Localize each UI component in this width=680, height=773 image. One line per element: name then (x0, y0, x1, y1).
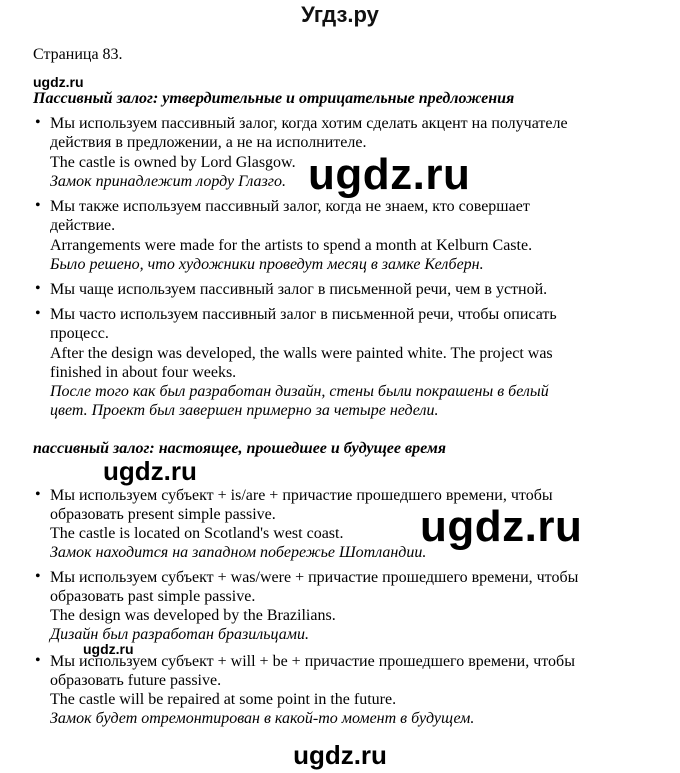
english-example: finished in about four weeks. (50, 364, 237, 381)
english-example: The design was developed by the Brazilians. (50, 607, 336, 624)
english-example: The castle is owned by Lord Glasgow. (50, 154, 296, 171)
list-item-text: Мы чаще используем пассивный залог в письменной речи, чем в устной. (50, 281, 548, 298)
translation: Было решено, что художники проведут месяц в замке Келберн. (50, 256, 484, 273)
list-item-text: действие. (50, 217, 116, 234)
watermark: ugdz.ru (293, 740, 387, 770)
translation: Замок находится на западном побережье Шотландии. (50, 544, 427, 561)
english-example: The castle will be repaired at some point in the future. (50, 691, 397, 708)
translation: цвет. Проект был завершен примерно за четыре недели. (50, 402, 439, 419)
english-example: The castle is located on Scotland's west coast. (50, 525, 344, 542)
list-item-text: Мы используем субъект + was/were + причастие прошедшего времени, чтобы (50, 569, 579, 586)
list-item-text: образовать past simple passive. (50, 588, 256, 605)
page-label: Страница 83. (33, 46, 123, 63)
site-title: Угдз.ру (301, 2, 379, 27)
list-item-text: образовать future passive. (50, 672, 222, 689)
bullet: • (35, 486, 41, 503)
watermark: ugdz.ru (420, 502, 583, 551)
list-item-text: Мы используем пассивный залог, когда хотим сделать акцент на получателе (50, 115, 568, 132)
translation: Дизайн был разработан бразильцами. (50, 626, 309, 643)
bullet: • (35, 305, 41, 322)
watermark: ugdz.ru (308, 150, 471, 199)
english-example: Arrangements were made for the artists to spend a month at Kelburn Caste. (50, 237, 533, 254)
list-item-text: Мы часто используем пассивный залог в письменной речи, чтобы описать (50, 306, 557, 323)
list-item-text: образовать present simple passive. (50, 506, 276, 523)
section-heading-2: пассивный залог: настоящее, прошедшее и будущее время (33, 440, 447, 457)
bullet: • (35, 114, 41, 131)
english-example: After the design was developed, the walls were painted white. The project was (50, 345, 553, 362)
watermark: ugdz.ru (103, 456, 197, 486)
bullet: • (35, 280, 41, 297)
list-item-text: Мы используем субъект + will + be + причастие прошедшего времени, чтобы (50, 653, 575, 670)
list-item-text: процесс. (50, 325, 109, 342)
bullet: • (35, 652, 41, 669)
translation: После того как был разработан дизайн, стены были покрашены в белый (50, 383, 549, 400)
list-item-text: действия в предложении, а не на исполнителе. (50, 134, 367, 151)
bullet: • (35, 197, 41, 214)
translation: Замок принадлежит лорду Глазго. (50, 173, 287, 190)
watermark: ugdz.ru (33, 74, 84, 90)
section-heading-1: Пассивный залог: утвердительные и отрицательные предложения (33, 90, 515, 107)
bullet: • (35, 568, 41, 585)
list-item-text: Мы используем субъект + is/are + причастие прошедшего времени, чтобы (50, 487, 553, 504)
list-item-text: Мы также используем пассивный залог, когда не знаем, кто совершает (50, 198, 530, 215)
translation: Замок будет отремонтирован в какой-то момент в будущем. (50, 710, 475, 727)
watermark: ugdz.ru (83, 641, 134, 657)
